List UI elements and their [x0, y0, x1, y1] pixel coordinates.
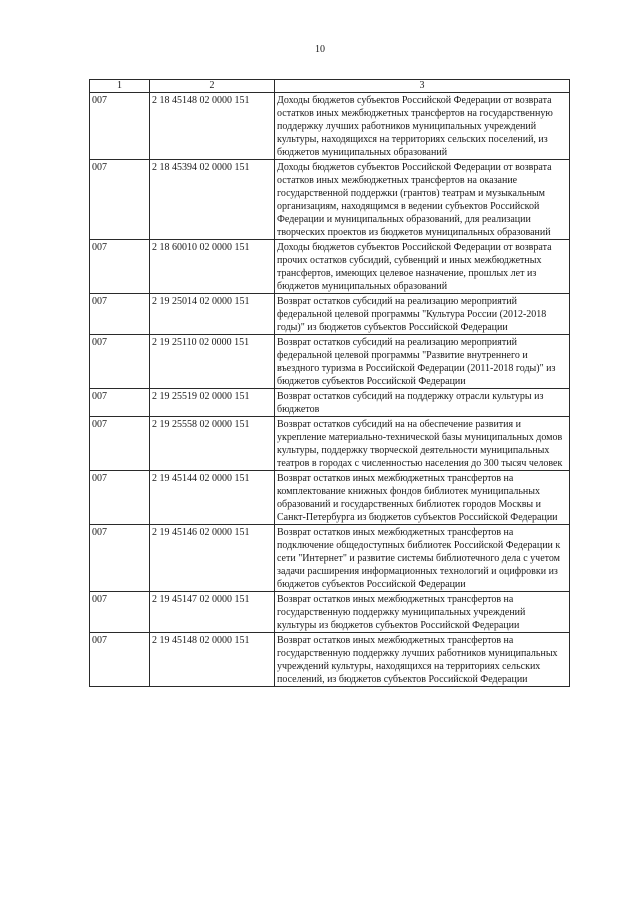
table-row [90, 240, 570, 294]
income-name-cell: Возврат остатков субсидий на реализацию мероприятий федеральной целевой программы "Развитие внутреннего и въездного туризма в Российской Федерации (2011-2018 годы)" из бюджетов субъектов Российской Федерации [275, 335, 570, 389]
budget-code-cell: 2 19 45146 02 0000 151 [150, 525, 275, 592]
budget-code-cell: 2 19 25519 02 0000 151 [150, 389, 275, 417]
admin-code-cell: 007 [90, 592, 150, 633]
admin-code-cell: 007 [90, 240, 150, 294]
budget-code-cell: 2 19 25110 02 0000 151 [150, 335, 275, 389]
table-row [90, 525, 570, 592]
budget-code-cell: 2 19 45144 02 0000 151 [150, 471, 275, 525]
table-row [90, 633, 570, 687]
table-row [90, 335, 570, 389]
income-name-cell: Возврат остатков субсидий на реализацию мероприятий федеральной целевой программы "Культура России (2012-2018 годы)" из бюджетов субъектов Российской Федерации [275, 294, 570, 335]
admin-code-cell: 007 [90, 471, 150, 525]
budget-code-cell: 2 19 25014 02 0000 151 [150, 294, 275, 335]
header-cell-1: 1 [90, 80, 150, 93]
income-name-cell: Возврат остатков иных межбюджетных трансфертов на государственную поддержку лучших работников муниципальных учреждений культуры, находящихся на территориях сельских поселений, из бюджетов субъектов Российской Федерации [275, 633, 570, 687]
table-row [90, 294, 570, 335]
admin-code-cell: 007 [90, 525, 150, 592]
budget-code-cell: 2 19 45147 02 0000 151 [150, 592, 275, 633]
table-row [90, 93, 570, 160]
admin-code-cell: 007 [90, 160, 150, 240]
budget-code-cell: 2 18 60010 02 0000 151 [150, 240, 275, 294]
admin-code-cell: 007 [90, 389, 150, 417]
income-name-cell: Доходы бюджетов субъектов Российской Федерации от возврата остатков иных межбюджетных трансфертов на оказание государственной поддержки (грантов) театрам и музыкальным организациям, находящимся в ведении субъектов Российской Федерации и муниципальных образований, для реализации творческих проектов из бюджетов муниципальных образований [275, 160, 570, 240]
header-cell-2: 2 [150, 80, 275, 93]
income-name-cell: Возврат остатков иных межбюджетных трансфертов на комплектование книжных фондов библиотек муниципальных образований и государственных библиотек городов Москвы и Санкт-Петербурга из бюджетов субъектов Российской Федерации [275, 471, 570, 525]
budget-code-cell: 2 19 25558 02 0000 151 [150, 417, 275, 471]
income-name-cell: Возврат остатков субсидий на на обеспечение развития и укрепление материально-технической базы муниципальных домов культуры, поддержку творческой деятельности муниципальных театров в городах с численностью населения до 300 тысяч человек [275, 417, 570, 471]
table-row [90, 592, 570, 633]
income-name-cell: Возврат остатков субсидий на поддержку отрасли культуры из бюджетов [275, 389, 570, 417]
income-name-cell: Доходы бюджетов субъектов Российской Федерации от возврата прочих остатков субсидий, субвенций и иных межбюджетных трансфертов, имеющих целевое назначение, прошлых лет из бюджетов муниципальных образований [275, 240, 570, 294]
budget-code-cell: 2 18 45394 02 0000 151 [150, 160, 275, 240]
page-number: 10 [315, 44, 325, 55]
table-row [90, 417, 570, 471]
admin-code-cell: 007 [90, 93, 150, 160]
admin-code-cell: 007 [90, 633, 150, 687]
table-row [90, 160, 570, 240]
income-name-cell: Доходы бюджетов субъектов Российской Федерации от возврата остатков иных межбюджетных трансфертов на государственную поддержку лучших работников муниципальных учреждений культуры, находящихся на территориях сельских поселений, из бюджетов муниципальных образований [275, 93, 570, 160]
income-name-cell: Возврат остатков иных межбюджетных трансфертов на подключение общедоступных библиотек Российской Федерации к сети "Интернет" и развитие системы библиотечного дела с учетом задачи расширения информационных технологий и оцифровки из бюджетов субъектов Российской Федерации [275, 525, 570, 592]
admin-code-cell: 007 [90, 417, 150, 471]
header-cell-3: 3 [275, 80, 570, 93]
budget-code-cell: 2 19 45148 02 0000 151 [150, 633, 275, 687]
budget-code-cell: 2 18 45148 02 0000 151 [150, 93, 275, 160]
table-row [90, 389, 570, 417]
admin-code-cell: 007 [90, 294, 150, 335]
admin-code-cell: 007 [90, 335, 150, 389]
table-row [90, 471, 570, 525]
budget-codes-table [89, 79, 570, 687]
header-row [90, 80, 570, 93]
income-name-cell: Возврат остатков иных межбюджетных трансфертов на государственную поддержку муниципальных учреждений культуры из бюджетов субъектов Российской Федерации [275, 592, 570, 633]
